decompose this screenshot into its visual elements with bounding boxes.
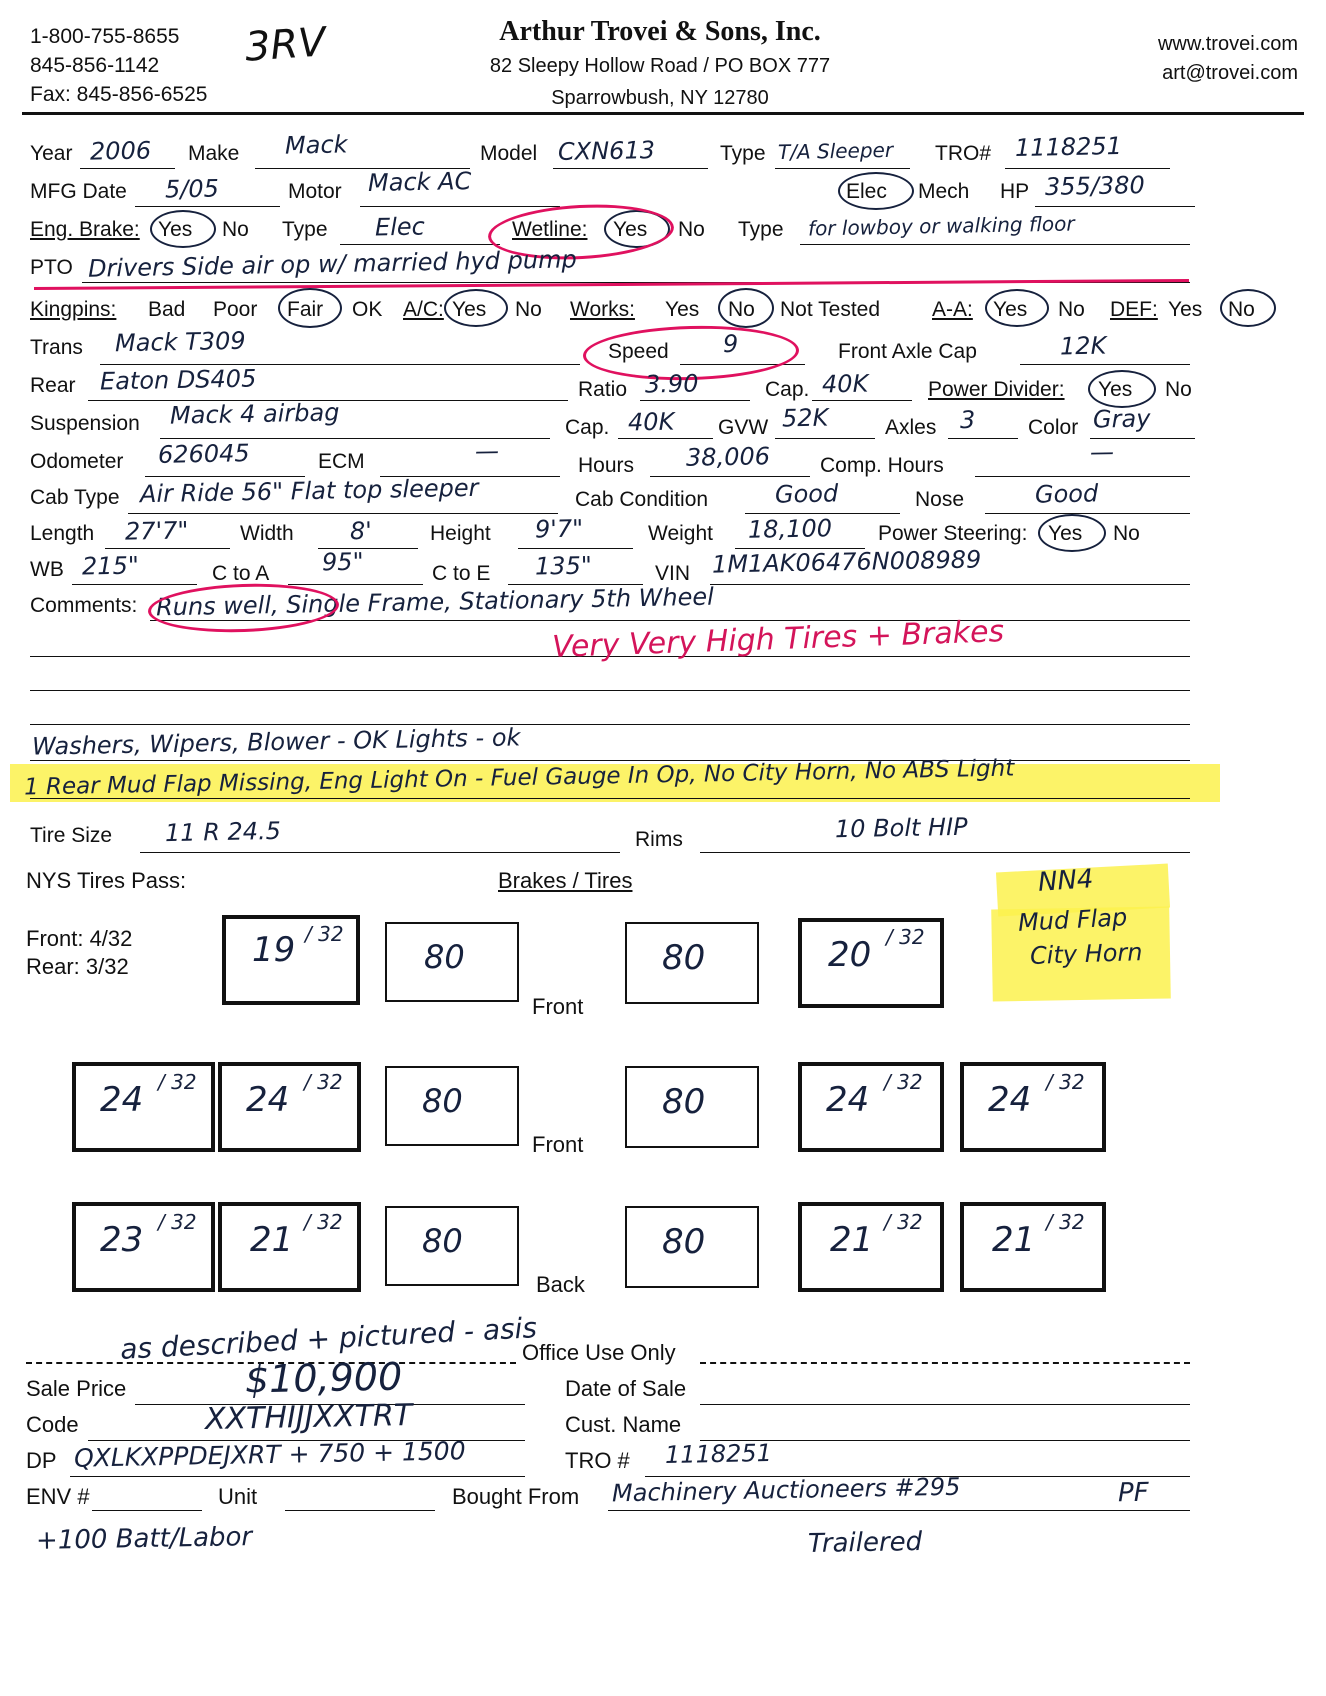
label-hp: HP bbox=[1000, 180, 1030, 203]
label-nys-tires-pass: NYS Tires Pass: bbox=[26, 868, 187, 893]
value-vin: 1M1AK06476N008989 bbox=[711, 545, 982, 579]
label-rear-depth: Rear: 3/32 bbox=[26, 954, 129, 979]
value-c-to-e: 135" bbox=[534, 551, 593, 581]
value-model: CXN613 bbox=[557, 136, 656, 166]
value-pto: Drivers Side air op w/ married hyd pump bbox=[87, 245, 577, 283]
kingpins-bad: Bad bbox=[148, 298, 186, 321]
eng-brake-no: No bbox=[222, 218, 249, 241]
value-mfg-date: 5/05 bbox=[164, 174, 220, 204]
value-susp-cap: 40K bbox=[627, 407, 675, 437]
label-comments: Comments: bbox=[30, 594, 138, 617]
wetline-yes: Yes bbox=[613, 218, 648, 241]
note-line-2 bbox=[30, 798, 1190, 799]
value-comments-line1: Runs well, Single Frame, Stationary 5th Wheel bbox=[155, 582, 715, 622]
circle-eng-brake-yes bbox=[150, 210, 216, 248]
field-height-line bbox=[518, 548, 633, 549]
tire-value-r3c5: 21 bbox=[830, 1220, 874, 1260]
tire-frac-r3c5: / 32 bbox=[884, 1210, 923, 1234]
field-motor-line bbox=[360, 206, 560, 207]
field-mfg-line bbox=[135, 206, 280, 207]
label-office-use: Office Use Only bbox=[522, 1340, 676, 1365]
value-cab-condition: Good bbox=[774, 479, 839, 509]
tire-value-r1c2: 19 bbox=[252, 930, 296, 970]
field-rims-line bbox=[700, 852, 1190, 853]
circle-kingpins-fair bbox=[278, 288, 342, 328]
label-trans: Trans bbox=[30, 336, 83, 359]
value-wetline-type: for lowboy or walking floor bbox=[807, 211, 1075, 241]
label-type: Type bbox=[720, 142, 766, 165]
value-axles: 3 bbox=[959, 405, 976, 435]
label-brakes-tires: Brakes / Tires bbox=[498, 868, 633, 893]
tire-value-r3c6: 21 bbox=[992, 1220, 1036, 1260]
tire-frac-r1c2: / 32 bbox=[305, 922, 344, 946]
value-bottom-left-note: +100 Batt/Labor bbox=[35, 1522, 253, 1556]
label-cab-condition: Cab Condition bbox=[575, 488, 709, 511]
field-length-line bbox=[105, 548, 230, 549]
label-motor: Motor bbox=[288, 180, 342, 203]
circle-runs-well-red bbox=[147, 581, 340, 636]
label-width: Width bbox=[240, 522, 294, 545]
value-tire-size: 11 R 24.5 bbox=[164, 816, 282, 848]
label-elec: Elec bbox=[846, 180, 887, 203]
circle-aa-yes bbox=[985, 289, 1049, 327]
company-name: Arthur Trovei & Sons, Inc. bbox=[499, 16, 821, 47]
value-height: 9'7" bbox=[534, 514, 584, 544]
label-power-steering: Power Steering: bbox=[878, 522, 1028, 545]
label-length: Length bbox=[30, 522, 95, 545]
circle-power-steering-yes bbox=[1038, 514, 1106, 552]
label-dp: DP bbox=[26, 1448, 57, 1473]
value-sale-price: $10,900 bbox=[244, 1354, 403, 1402]
value-width: 8' bbox=[349, 516, 373, 546]
value-code: XXTHIJJXXTRT bbox=[204, 1398, 413, 1437]
value-as-described: as described + pictured - asis bbox=[119, 1311, 538, 1366]
tire-frac-r2c2: / 32 bbox=[304, 1070, 343, 1094]
contact-phones bbox=[30, 22, 207, 109]
circle-works-no bbox=[718, 288, 774, 328]
value-rear: Eaton DS405 bbox=[99, 364, 257, 396]
value-type: T/A Sleeper bbox=[777, 137, 894, 165]
kingpins-poor: Poor bbox=[213, 298, 258, 321]
sticky-note-line2: Mud Flap bbox=[1017, 903, 1128, 937]
field-ratio-line bbox=[640, 400, 750, 401]
label-vin: VIN bbox=[655, 562, 691, 585]
label-weight: Weight bbox=[648, 522, 713, 545]
label-speed: Speed bbox=[608, 340, 669, 363]
value-note-line1: Washers, Wipers, Blower - OK Lights - ok bbox=[31, 723, 521, 761]
value-dp: QXLKXPPDEJXRT + 750 + 1500 bbox=[73, 1436, 466, 1473]
label-ac: A/C: bbox=[403, 298, 444, 321]
sticky-note-line1: NN4 bbox=[1037, 864, 1095, 898]
field-type-line bbox=[775, 168, 910, 169]
phone-toll-free: 1-800-755-8655 bbox=[30, 25, 180, 48]
value-make: Mack bbox=[284, 130, 348, 160]
company-address-1: 82 Sleepy Hollow Road / PO BOX 777 bbox=[489, 55, 831, 77]
tire-value-r1c5: 20 bbox=[828, 935, 872, 975]
company-block bbox=[380, 16, 940, 112]
value-color: Gray bbox=[1092, 404, 1151, 434]
value-rims: 10 Bolt HIP bbox=[834, 812, 968, 844]
label-mfg-date: MFG Date bbox=[30, 180, 127, 203]
label-height: Height bbox=[430, 522, 491, 545]
label-rear-cap: Cap. bbox=[765, 378, 810, 401]
value-hours: 38,006 bbox=[685, 442, 771, 472]
field-gvw-line bbox=[775, 438, 875, 439]
label-tro: TRO# bbox=[935, 142, 992, 165]
label-eng-brake: Eng. Brake: bbox=[30, 218, 140, 241]
tire-value-r3c4: 80 bbox=[662, 1222, 706, 1262]
value-odometer: 626045 bbox=[157, 439, 250, 469]
label-date-of-sale: Date of Sale bbox=[565, 1376, 687, 1401]
field-cab-type-line bbox=[128, 513, 558, 514]
form-header bbox=[0, 0, 1326, 112]
value-front-axle-cap: 12K bbox=[1059, 331, 1107, 361]
row-label-front-1: Front bbox=[532, 994, 584, 1019]
value-speed: 9 bbox=[722, 329, 739, 359]
label-code: Code bbox=[26, 1412, 79, 1437]
field-date-of-sale-line bbox=[700, 1404, 1190, 1405]
label-kingpins: Kingpins: bbox=[30, 298, 117, 321]
label-suspension: Suspension bbox=[30, 412, 140, 435]
field-vin-line bbox=[710, 584, 1190, 585]
ac-yes: Yes bbox=[452, 298, 487, 321]
label-cust-name: Cust. Name bbox=[565, 1412, 682, 1437]
value-tro-office: 1118251 bbox=[664, 1438, 773, 1470]
fax-number: Fax: 845-856-6525 bbox=[30, 83, 208, 106]
header-divider bbox=[22, 112, 1304, 115]
tire-value-r2c4: 80 bbox=[662, 1082, 706, 1122]
value-nose: Good bbox=[1034, 479, 1099, 509]
label-tro-office: TRO # bbox=[565, 1448, 630, 1473]
field-bought-from-line bbox=[608, 1510, 1190, 1511]
label-power-divider: Power Divider: bbox=[928, 378, 1065, 401]
def-yes: Yes bbox=[1168, 298, 1203, 321]
value-rear-cap: 40K bbox=[821, 369, 869, 399]
circle-def-no bbox=[1220, 289, 1276, 327]
tire-value-r2c3: 80 bbox=[422, 1082, 463, 1120]
label-wb: WB bbox=[30, 558, 64, 581]
tire-frac-r3c6: / 32 bbox=[1046, 1210, 1085, 1234]
label-ecm: ECM bbox=[318, 450, 365, 473]
label-c-to-e: C to E bbox=[432, 562, 491, 585]
field-hours-line bbox=[650, 476, 810, 477]
label-gvw: GVW bbox=[718, 416, 769, 439]
circle-power-divider-yes bbox=[1088, 370, 1156, 408]
tire-value-r1c3: 80 bbox=[424, 938, 465, 976]
tire-frac-r2c5: / 32 bbox=[884, 1070, 923, 1094]
circle-ac-yes bbox=[444, 289, 508, 327]
aa-no: No bbox=[1058, 298, 1085, 321]
web-contact bbox=[1158, 30, 1298, 88]
power-steering-no: No bbox=[1113, 522, 1140, 545]
field-wetline-type-line bbox=[800, 244, 1190, 245]
field-dp-line bbox=[70, 1476, 525, 1477]
ac-no: No bbox=[515, 298, 542, 321]
value-comments-red: Very Very High Tires + Brakes bbox=[551, 614, 1005, 665]
tire-frac-r3c1: / 32 bbox=[158, 1210, 197, 1234]
label-bought-from: Bought From bbox=[452, 1484, 580, 1509]
website: www.trovei.com bbox=[1157, 33, 1298, 55]
tire-value-r1c4: 80 bbox=[662, 938, 706, 978]
label-cab-type: Cab Type bbox=[30, 486, 120, 509]
value-note-line2: 1 Rear Mud Flap Missing, Eng Light On - Fuel Gauge In Op, No City Horn, No ABS Light bbox=[23, 755, 1015, 801]
field-unit-line bbox=[285, 1510, 435, 1511]
label-ratio: Ratio bbox=[578, 378, 628, 401]
field-trans-line bbox=[100, 364, 580, 365]
value-eng-brake-type: Elec bbox=[374, 212, 426, 242]
note-line-1 bbox=[30, 760, 1190, 761]
label-eng-brake-type: Type bbox=[282, 218, 328, 241]
value-year: 2006 bbox=[89, 136, 152, 166]
label-unit: Unit bbox=[218, 1484, 258, 1509]
label-def: DEF: bbox=[1110, 298, 1158, 321]
label-works: Works: bbox=[570, 298, 635, 321]
label-wetline-type: Type bbox=[738, 218, 784, 241]
field-cust-name-line bbox=[700, 1440, 1190, 1441]
tire-frac-r2c1: / 32 bbox=[158, 1070, 197, 1094]
label-aa: A-A: bbox=[932, 298, 973, 321]
field-wb-line bbox=[72, 584, 197, 585]
value-trans: Mack T309 bbox=[114, 326, 246, 358]
value-motor: Mack AC bbox=[367, 167, 472, 197]
label-mech: Mech bbox=[918, 180, 970, 203]
tire-frac-r3c2: / 32 bbox=[304, 1210, 343, 1234]
phone-local: 845-856-1142 bbox=[30, 54, 160, 77]
field-eng-brake-type-line bbox=[340, 244, 500, 245]
label-env: ENV # bbox=[26, 1484, 90, 1509]
aa-yes: Yes bbox=[993, 298, 1028, 321]
def-no: No bbox=[1228, 298, 1255, 321]
label-hours: Hours bbox=[578, 454, 635, 477]
tire-value-r2c5: 24 bbox=[826, 1080, 870, 1120]
label-axles: Axles bbox=[885, 416, 937, 439]
value-tro: 1118251 bbox=[1014, 131, 1123, 163]
value-comp-hours: — bbox=[1089, 437, 1115, 467]
comments-line-4 bbox=[30, 724, 1190, 725]
works-no: No bbox=[728, 298, 755, 321]
value-bottom-right-note: Trailered bbox=[807, 1527, 923, 1559]
label-color: Color bbox=[1028, 416, 1079, 439]
field-nose-line bbox=[985, 513, 1190, 514]
label-tire-size: Tire Size bbox=[30, 824, 113, 847]
field-hp-line bbox=[1035, 206, 1195, 207]
eng-brake-yes: Yes bbox=[158, 218, 193, 241]
value-weight: 18,100 bbox=[747, 514, 833, 544]
value-suspension: Mack 4 airbag bbox=[169, 398, 340, 430]
tire-value-r3c2: 21 bbox=[250, 1220, 294, 1260]
tire-frac-r2c6: / 32 bbox=[1046, 1070, 1085, 1094]
tire-value-r2c1: 24 bbox=[100, 1080, 144, 1120]
power-divider-no: No bbox=[1165, 378, 1192, 401]
field-axles-line bbox=[948, 438, 1018, 439]
power-divider-yes: Yes bbox=[1098, 378, 1133, 401]
kingpins-ok: OK bbox=[352, 298, 383, 321]
label-rear: Rear bbox=[30, 374, 76, 397]
corner-note: 3RV bbox=[243, 19, 328, 71]
value-bought-from: Machinery Auctioneers #295 bbox=[611, 1472, 961, 1508]
sticky-note-line3: City Horn bbox=[1029, 938, 1143, 970]
works-yes: Yes bbox=[665, 298, 700, 321]
value-ecm: — bbox=[474, 436, 500, 466]
value-c-to-a: 95" bbox=[321, 547, 364, 577]
value-hp: 355/380 bbox=[1044, 171, 1145, 201]
label-nose: Nose bbox=[915, 488, 965, 511]
email: art@trovei.com bbox=[1162, 62, 1298, 84]
wetline-no: No bbox=[678, 218, 705, 241]
label-susp-cap: Cap. bbox=[565, 416, 610, 439]
field-model-line bbox=[553, 168, 708, 169]
field-env-line bbox=[92, 1510, 202, 1511]
kingpins-fair: Fair bbox=[287, 298, 324, 321]
label-model: Model bbox=[480, 142, 538, 165]
circle-elec bbox=[838, 172, 914, 210]
label-year: Year bbox=[30, 142, 73, 165]
tire-value-r3c1: 23 bbox=[100, 1220, 144, 1260]
company-address-2: Sparrowbush, NY 12780 bbox=[551, 87, 769, 109]
office-dash-right bbox=[700, 1362, 1190, 1364]
label-make: Make bbox=[188, 142, 240, 165]
value-cab-type: Air Ride 56" Flat top sleeper bbox=[139, 473, 479, 509]
comments-line-3 bbox=[30, 690, 1190, 691]
label-sale-price: Sale Price bbox=[26, 1376, 127, 1401]
field-front-axle-cap-line bbox=[1020, 364, 1190, 365]
value-length: 27'7" bbox=[124, 516, 189, 546]
label-pto: PTO bbox=[30, 256, 73, 279]
label-front-depth: Front: 4/32 bbox=[26, 926, 133, 951]
row-label-back: Back bbox=[536, 1272, 585, 1297]
label-comp-hours: Comp. Hours bbox=[820, 454, 944, 477]
label-c-to-a: C to A bbox=[212, 562, 270, 585]
label-wetline: Wetline: bbox=[512, 218, 588, 241]
field-tro-line bbox=[1005, 168, 1170, 169]
value-wb: 215" bbox=[81, 551, 140, 581]
row-label-front-2: Front bbox=[532, 1132, 584, 1157]
tire-value-r2c2: 24 bbox=[246, 1080, 290, 1120]
value-initials: PF bbox=[1117, 1477, 1149, 1509]
field-susp-cap-line bbox=[618, 438, 713, 439]
works-not-tested: Not Tested bbox=[780, 298, 881, 321]
label-front-axle-cap: Front Axle Cap bbox=[838, 340, 977, 363]
power-steering-yes: Yes bbox=[1048, 522, 1083, 545]
field-rear-cap-line bbox=[812, 400, 912, 401]
value-gvw: 52K bbox=[781, 403, 829, 433]
label-odometer: Odometer bbox=[30, 450, 124, 473]
tire-value-r2c6: 24 bbox=[988, 1080, 1032, 1120]
field-c-to-a-line bbox=[288, 584, 423, 585]
field-tire-size-line bbox=[140, 852, 620, 853]
tire-frac-r1c5: / 32 bbox=[886, 925, 925, 949]
label-rims: Rims bbox=[635, 828, 683, 851]
tire-value-r3c3: 80 bbox=[422, 1222, 463, 1260]
value-ratio: 3.90 bbox=[644, 369, 699, 399]
field-comp-hours-line bbox=[975, 476, 1190, 477]
field-year-line bbox=[80, 168, 175, 169]
